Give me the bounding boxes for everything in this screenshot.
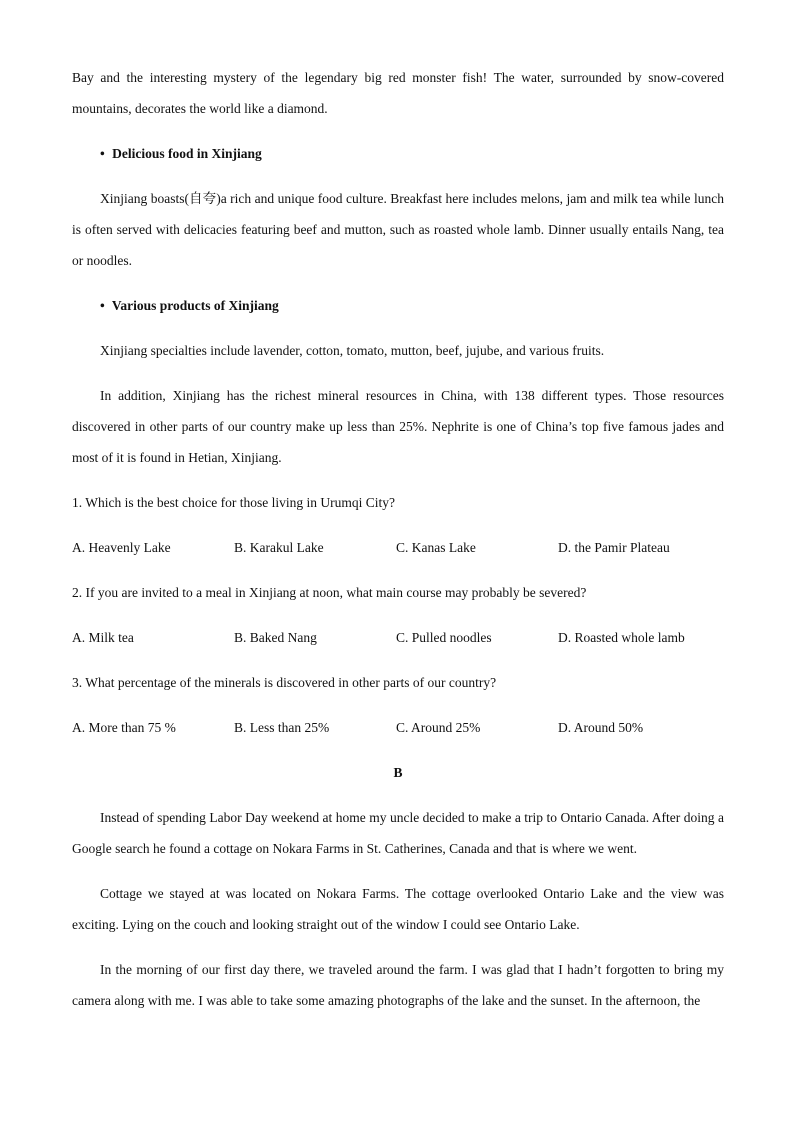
answer-options — [72, 532, 724, 563]
food-section-heading — [72, 138, 724, 169]
question-stem: 1. Which is the best choice for those living in Urumqi City? — [72, 495, 395, 510]
food-section-title: Delicious food in Xinjiang — [112, 146, 262, 161]
option-c: C. Pulled noodles — [396, 630, 492, 645]
section-b-heading: B — [393, 765, 403, 780]
minerals-paragraph: In addition, Xinjiang has the richest mineral resources in China, with 138 different types. Those resources discovered in other parts of our country make up less than 25%. Nephrite is one of China’s top five famous jades and most of it is found in Hetian, Xinjiang. — [72, 388, 724, 465]
products-section-title: Various products of Xinjiang — [111, 298, 279, 313]
answer-options — [72, 622, 724, 653]
option-d: D. Roasted whole lamb — [558, 630, 685, 645]
bullet-icon: • — [100, 298, 105, 313]
section-b-paragraph: In the morning of our first day there, we traveled around the farm. I was glad that I hadn’t forgotten to bring my camera along with me. I was able to take some amazing photographs of the lake and the sunset. In the afternoon, the — [72, 962, 724, 1008]
section-b-paragraph: Instead of spending Labor Day weekend at home my uncle decided to make a trip to Ontario Canada. After doing a Google search he found a cottage on Nokara Farms in St. Catherines, Canada and that is where we went. — [72, 810, 724, 856]
option-b: B. Baked Nang — [234, 630, 317, 645]
option-a: A. More than 75 % — [72, 720, 176, 735]
bullet-icon: • — [100, 146, 105, 161]
option-b: B. Less than 25% — [234, 720, 330, 735]
food-paragraph: Xinjiang boasts(自夸)a rich and unique food culture. Breakfast here includes melons, jam and milk tea while lunch is often served with delicacies featuring beef and mutton, such as roasted whole lamb. Dinner usually entails Nang, tea or noodles. — [72, 191, 724, 268]
question-stem: 3. What percentage of the minerals is discovered in other parts of our country? — [72, 675, 497, 690]
document-page — [72, 62, 724, 1016]
answer-options — [72, 712, 724, 743]
option-a: A. Heavenly Lake — [72, 540, 171, 555]
option-b: B. Karakul Lake — [234, 540, 324, 555]
option-c: C. Kanas Lake — [396, 540, 476, 555]
question-stem: 2. If you are invited to a meal in Xinjiang at noon, what main course may probably be severed? — [72, 585, 587, 600]
option-d: D. the Pamir Plateau — [558, 540, 670, 555]
section-b-paragraph: Cottage we stayed at was located on Nokara Farms. The cottage overlooked Ontario Lake and the view was exciting. Lying on the couch and looking straight out of the window I could see Ontario Lake. — [72, 886, 724, 932]
option-c: C. Around 25% — [396, 720, 481, 735]
intro-paragraph-end: Bay and the interesting mystery of the legendary big red monster fish! The water, surrounded by snow-covered mountains, decorates the world like a diamond. — [72, 70, 724, 116]
option-d: D. Around 50% — [558, 720, 644, 735]
products-paragraph: Xinjiang specialties include lavender, cotton, tomato, mutton, beef, jujube, and various fruits. — [100, 343, 605, 358]
products-section-heading — [72, 290, 724, 321]
option-a: A. Milk tea — [72, 630, 134, 645]
